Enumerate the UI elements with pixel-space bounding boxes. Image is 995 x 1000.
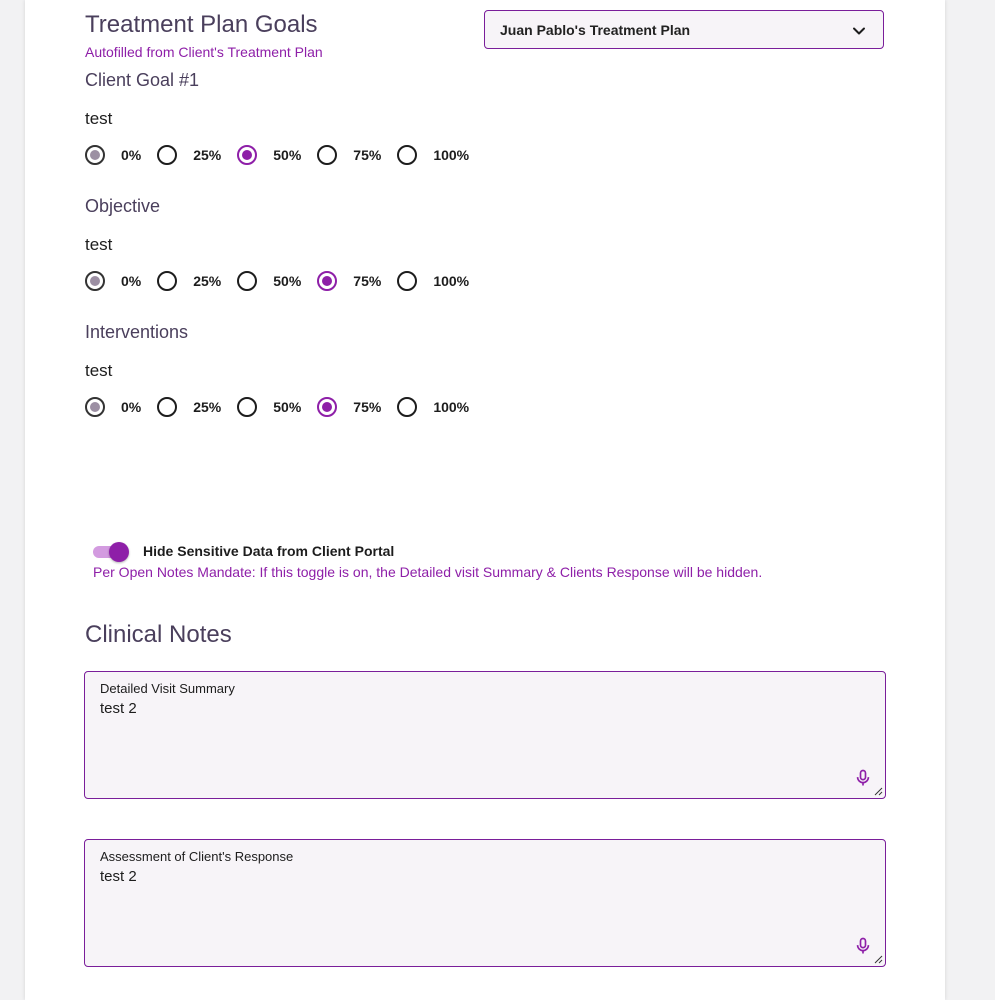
client-goal-progress-radio-group — [85, 144, 485, 166]
radio-option[interactable] — [157, 145, 221, 165]
radio-button[interactable] — [85, 397, 105, 417]
objective-label: Objective — [85, 196, 161, 216]
interventions-text: test — [85, 361, 113, 380]
radio-button[interactable] — [397, 145, 417, 165]
client-goal-text: test — [85, 109, 113, 128]
clinical-notes-title: Clinical Notes — [85, 621, 232, 648]
radio-button[interactable] — [157, 145, 177, 165]
radio-label: 0% — [121, 147, 142, 163]
radio-option[interactable] — [157, 397, 221, 417]
page-title: Treatment Plan Goals — [85, 11, 318, 38]
radio-dot — [242, 402, 252, 412]
radio-option[interactable] — [397, 271, 469, 291]
radio-label: 50% — [273, 147, 302, 163]
radio-dot — [322, 402, 332, 412]
radio-option[interactable] — [397, 397, 469, 417]
client-goal-label: Client Goal #1 — [85, 70, 200, 90]
detailed-visit-summary-textarea[interactable] — [84, 671, 886, 799]
radio-label: 100% — [433, 147, 470, 163]
radio-button[interactable] — [317, 271, 337, 291]
radio-dot — [322, 276, 332, 286]
radio-option[interactable] — [237, 271, 301, 291]
radio-dot — [162, 276, 172, 286]
radio-label: 25% — [193, 147, 222, 163]
radio-option[interactable] — [317, 271, 381, 291]
radio-option[interactable] — [317, 397, 381, 417]
radio-dot — [242, 276, 252, 286]
radio-button[interactable] — [237, 397, 257, 417]
treatment-plan-select-value: Juan Pablo's Treatment Plan — [500, 22, 691, 38]
toggle-thumb — [109, 542, 129, 562]
objective-progress-radio-group — [85, 270, 485, 292]
radio-button[interactable] — [237, 271, 257, 291]
radio-button[interactable] — [157, 271, 177, 291]
radio-option[interactable] — [85, 397, 141, 417]
objective-text: test — [85, 235, 113, 254]
radio-dot — [242, 150, 252, 160]
resize-handle-icon[interactable] — [873, 786, 883, 796]
radio-button[interactable] — [317, 397, 337, 417]
radio-option[interactable] — [237, 397, 301, 417]
radio-label: 0% — [121, 273, 142, 289]
radio-dot — [402, 402, 412, 412]
radio-dot — [90, 402, 100, 412]
autofill-subtitle: Autofilled from Client's Treatment Plan — [85, 44, 323, 60]
microphone-icon[interactable] — [853, 768, 873, 788]
radio-button[interactable] — [237, 145, 257, 165]
radio-label: 25% — [193, 399, 222, 415]
radio-option[interactable] — [397, 145, 469, 165]
radio-button[interactable] — [397, 271, 417, 291]
detailed-visit-summary-label: Detailed Visit Summary — [100, 681, 235, 696]
resize-handle-icon[interactable] — [873, 954, 883, 964]
radio-button[interactable] — [157, 397, 177, 417]
treatment-plan-select[interactable] — [484, 10, 884, 49]
radio-dot — [162, 150, 172, 160]
radio-label: 0% — [121, 399, 142, 415]
radio-label: 50% — [273, 273, 302, 289]
form-card — [25, 0, 945, 1000]
chevron-down-icon — [851, 23, 867, 39]
radio-label: 75% — [353, 147, 382, 163]
radio-dot — [322, 150, 332, 160]
radio-button[interactable] — [85, 271, 105, 291]
radio-label: 100% — [433, 399, 470, 415]
radio-dot — [402, 150, 412, 160]
radio-option[interactable] — [237, 145, 301, 165]
radio-option[interactable] — [85, 271, 141, 291]
open-notes-mandate-note: Per Open Notes Mandate: If this toggle is on, the Detailed visit Summary & Clients Response will be hidden. — [93, 564, 763, 580]
hide-sensitive-data-label: Hide Sensitive Data from Client Portal — [143, 543, 395, 559]
radio-dot — [90, 150, 100, 160]
radio-button[interactable] — [397, 397, 417, 417]
radio-label: 75% — [353, 273, 382, 289]
assessment-of-client-response-value[interactable]: test 2 — [100, 868, 137, 885]
microphone-icon[interactable] — [853, 936, 873, 956]
hide-sensitive-data-toggle[interactable] — [93, 542, 129, 562]
interventions-progress-radio-group — [85, 396, 485, 418]
radio-option[interactable] — [85, 145, 141, 165]
radio-dot — [402, 276, 412, 286]
assessment-of-client-response-label: Assessment of Client's Response — [100, 849, 294, 864]
radio-button[interactable] — [85, 145, 105, 165]
radio-label: 100% — [433, 273, 470, 289]
radio-button[interactable] — [317, 145, 337, 165]
assessment-of-client-response-textarea[interactable] — [84, 839, 886, 967]
detailed-visit-summary-value[interactable]: test 2 — [100, 700, 137, 717]
radio-option[interactable] — [317, 145, 381, 165]
radio-dot — [162, 402, 172, 412]
radio-option[interactable] — [157, 271, 221, 291]
radio-label: 25% — [193, 273, 222, 289]
radio-dot — [90, 276, 100, 286]
radio-label: 50% — [273, 399, 302, 415]
radio-label: 75% — [353, 399, 382, 415]
interventions-label: Interventions — [85, 322, 189, 342]
